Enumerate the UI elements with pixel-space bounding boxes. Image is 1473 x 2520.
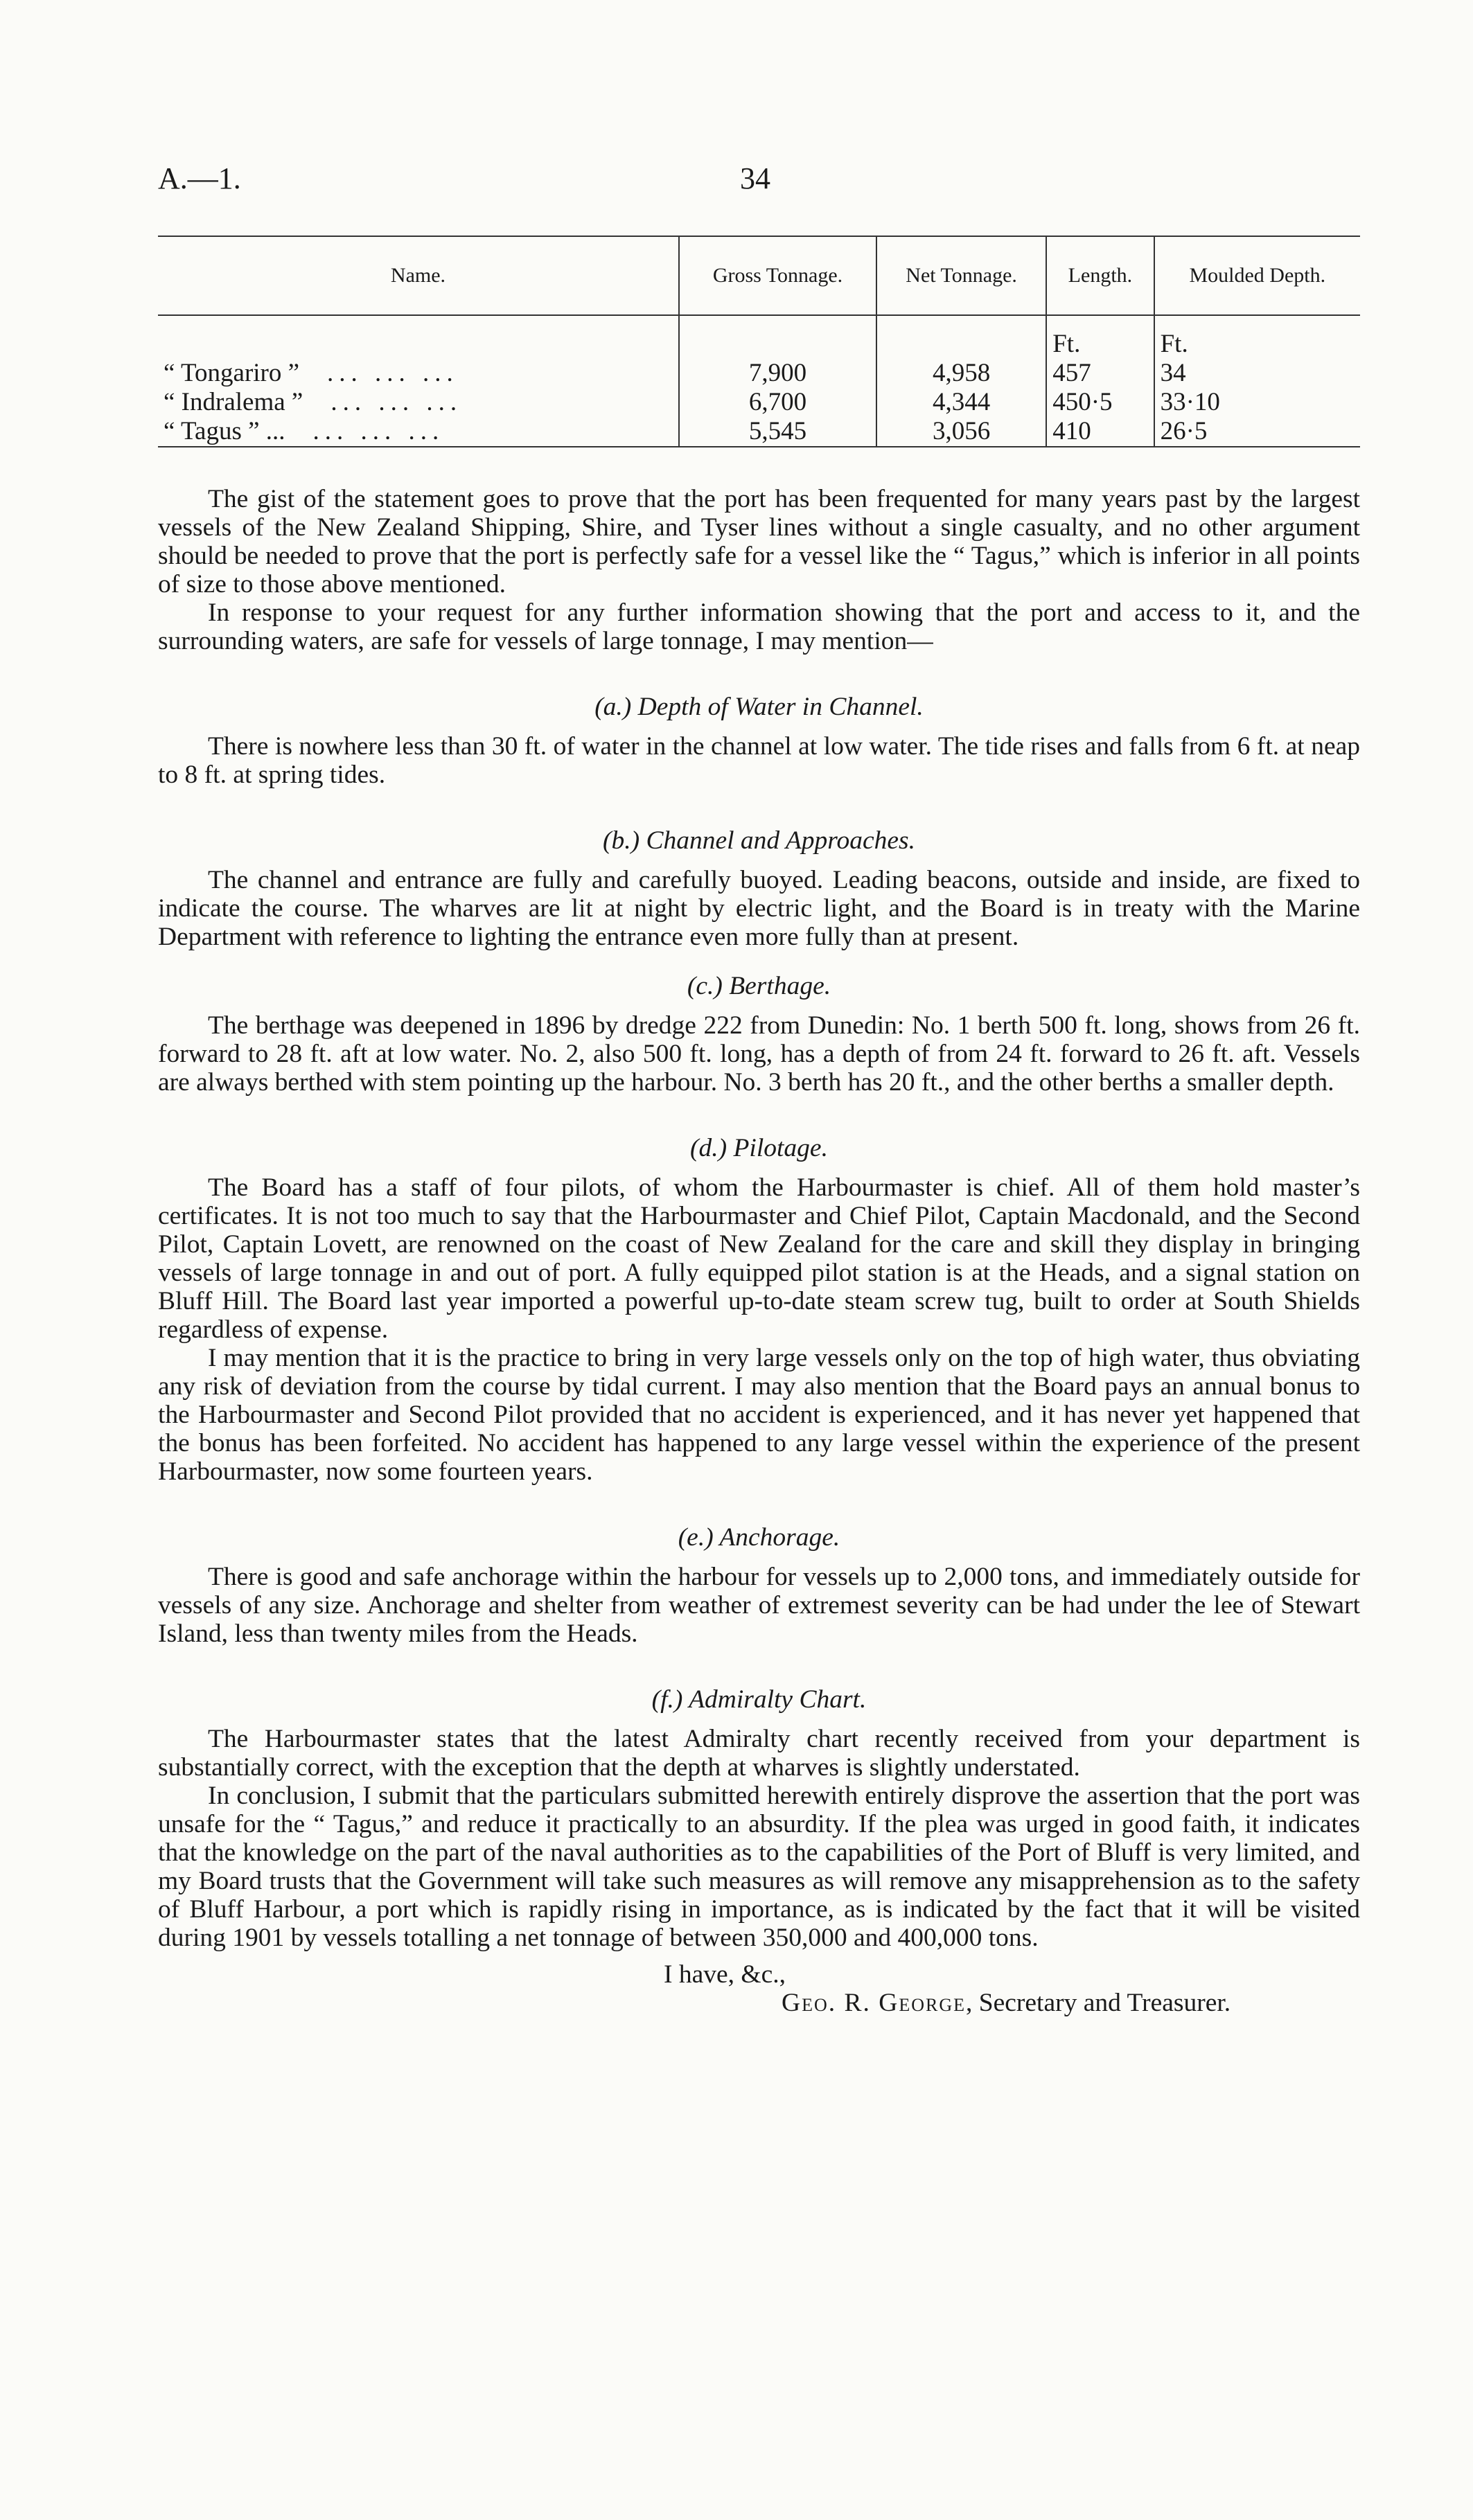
moulded-depth: 34 bbox=[1154, 359, 1360, 388]
length: 457 bbox=[1046, 359, 1154, 388]
paragraph: There is nowhere less than 30 ft. of water in the channel at low water. The tide rises and falls from 6 ft. at neap to 8 ft. at spring tides. bbox=[158, 732, 1360, 789]
signatory-name: Geo. R. George bbox=[782, 1989, 966, 2017]
gross-tonnage: 7,900 bbox=[679, 359, 876, 388]
paragraph: The berthage was deepened in 1896 by dredge 222 from Dunedin: No. 1 berth 500 ft. long, shows from 26 ft. forward to 28 ft. aft at low water. No. 2, also 500 ft. long, has a depth of from 24 ft. forward to 26 ft. aft. Vessels are always berthed with stem pointing up the harbour. No. 3 berth has 20 ft., and the other berths a smaller depth. bbox=[158, 1011, 1360, 1097]
vessel-name: “ Indralema ” bbox=[164, 388, 303, 416]
paragraph: The Board has a staff of four pilots, of whom the Harbourmaster is chief. All of them hold master’s certificates. It is not too much to say that the Harbourmaster and Chief Pilot, Captain Macdonald, and the Second Pilot, Captain Lovett, are renowned on the coast of New Zealand for the care and skill they display in bringing vessels of large tonnage in and out of port. A fully equipped pilot station is at the Heads, and a signal station on Bluff Hill. The Board last year imported a powerful up-to-date steam screw tug, built to order at South Shields regardless of expense. bbox=[158, 1173, 1360, 1344]
signatory-title: , Secretary and Treasurer. bbox=[966, 1989, 1231, 2017]
gross-tonnage: 5,545 bbox=[679, 417, 876, 447]
section-heading-berthage: (c.) Berthage. bbox=[687, 972, 831, 1000]
col-gross-tonnage: Gross Tonnage. bbox=[679, 236, 876, 315]
net-tonnage: 3,056 bbox=[876, 417, 1046, 447]
page-reference: A.—1. bbox=[158, 161, 241, 195]
table-row bbox=[158, 417, 1360, 447]
section-heading-depth: (a.) Depth of Water in Channel. bbox=[594, 693, 924, 721]
units-row bbox=[158, 330, 1360, 359]
leader-dots: ... ... ... bbox=[312, 417, 445, 445]
table-header-row bbox=[158, 236, 1360, 315]
table-row bbox=[158, 359, 1360, 388]
col-net-tonnage: Net Tonnage. bbox=[876, 236, 1046, 315]
signature-closing: I have, &c., bbox=[664, 1960, 786, 1989]
gross-tonnage: 6,700 bbox=[679, 388, 876, 417]
vessel-name: “ Tagus ” ... bbox=[164, 417, 285, 445]
paragraph: The Harbourmaster states that the latest Admiralty chart recently received from your department is substantially correct, with the exception that the depth at wharves is slightly understated. bbox=[158, 1725, 1360, 1782]
section-heading-channel: (b.) Channel and Approaches. bbox=[603, 826, 915, 855]
section-heading-admiralty-chart: (f.) Admiralty Chart. bbox=[651, 1685, 867, 1714]
paragraph: In response to your request for any further information showing that the port and access to it, and the surrounding waters, are safe for vessels of large tonnage, I may mention— bbox=[158, 598, 1360, 655]
leader-dots: ... ... ... bbox=[327, 359, 459, 387]
net-tonnage: 4,344 bbox=[876, 388, 1046, 417]
depth-unit: Ft. bbox=[1154, 330, 1360, 359]
letter-body bbox=[158, 485, 1360, 2017]
table-row bbox=[158, 388, 1360, 417]
leader-dots: ... ... ... bbox=[330, 388, 463, 416]
length: 450·5 bbox=[1046, 388, 1154, 417]
signature-line bbox=[782, 1989, 1360, 2017]
net-tonnage: 4,958 bbox=[876, 359, 1046, 388]
moulded-depth: 33·10 bbox=[1154, 388, 1360, 417]
moulded-depth: 26·5 bbox=[1154, 417, 1360, 447]
page-number: 34 bbox=[740, 161, 770, 195]
paragraph: There is good and safe anchorage within the harbour for vessels up to 2,000 tons, and immediately outside for vessels of any size. Anchorage and shelter from weather of extremest severity can be had under the lee of Stewart Island, less than twenty miles from the Heads. bbox=[158, 1563, 1360, 1648]
paragraph: I may mention that it is the practice to bring in very large vessels only on the top of high water, thus obviating any risk of deviation from the course by tidal current. I may also mention that the Board pays an annual bonus to the Harbourmaster and Second Pilot provided that no accident is experienced, and it has never yet happened that the bonus has been forfeited. No accident has happened to any large vessel within the experience of the present Harbourmaster, now some fourteen years. bbox=[158, 1344, 1360, 1486]
col-moulded-depth: Moulded Depth. bbox=[1154, 236, 1360, 315]
col-length: Length. bbox=[1046, 236, 1154, 315]
length: 410 bbox=[1046, 417, 1154, 447]
section-heading-pilotage: (d.) Pilotage. bbox=[690, 1134, 828, 1162]
vessel-name: “ Tongariro ” bbox=[164, 359, 300, 387]
paragraph: The channel and entrance are fully and carefully buoyed. Leading beacons, outside and inside, are fixed to indicate the course. The wharves are lit at night by electric light, and the Board is in treaty with the Marine Department with reference to lighting the entrance even more fully than at present. bbox=[158, 866, 1360, 951]
vessel-table bbox=[158, 236, 1360, 447]
length-unit: Ft. bbox=[1046, 330, 1154, 359]
paragraph: In conclusion, I submit that the particulars submitted herewith entirely disprove the assertion that the port was unsafe for the “ Tagus,” and reduce it practically to an absurdity. If the plea was urged in good faith, it indicates that the knowledge on the part of the naval authorities as to the capabilities of the Port of Bluff is very limited, and my Board trusts that the Government will take such measures as will remove any misapprehension as to the safety of Bluff Harbour, a port which is rapidly rising in importance, as is indicated by the fact that it will be visited during 1901 by vessels totalling a net tonnage of between 350,000 and 400,000 tons. bbox=[158, 1782, 1360, 1952]
paragraph: The gist of the statement goes to prove that the port has been frequented for many years past by the largest vessels of the New Zealand Shipping, Shire, and Tyser lines without a single casualty, and no other argument should be needed to prove that the port is perfectly safe for a vessel like the “ Tagus,” which is inferior in all points of size to those above mentioned. bbox=[158, 485, 1360, 598]
section-heading-anchorage: (e.) Anchorage. bbox=[678, 1523, 840, 1552]
col-name: Name. bbox=[390, 264, 446, 287]
